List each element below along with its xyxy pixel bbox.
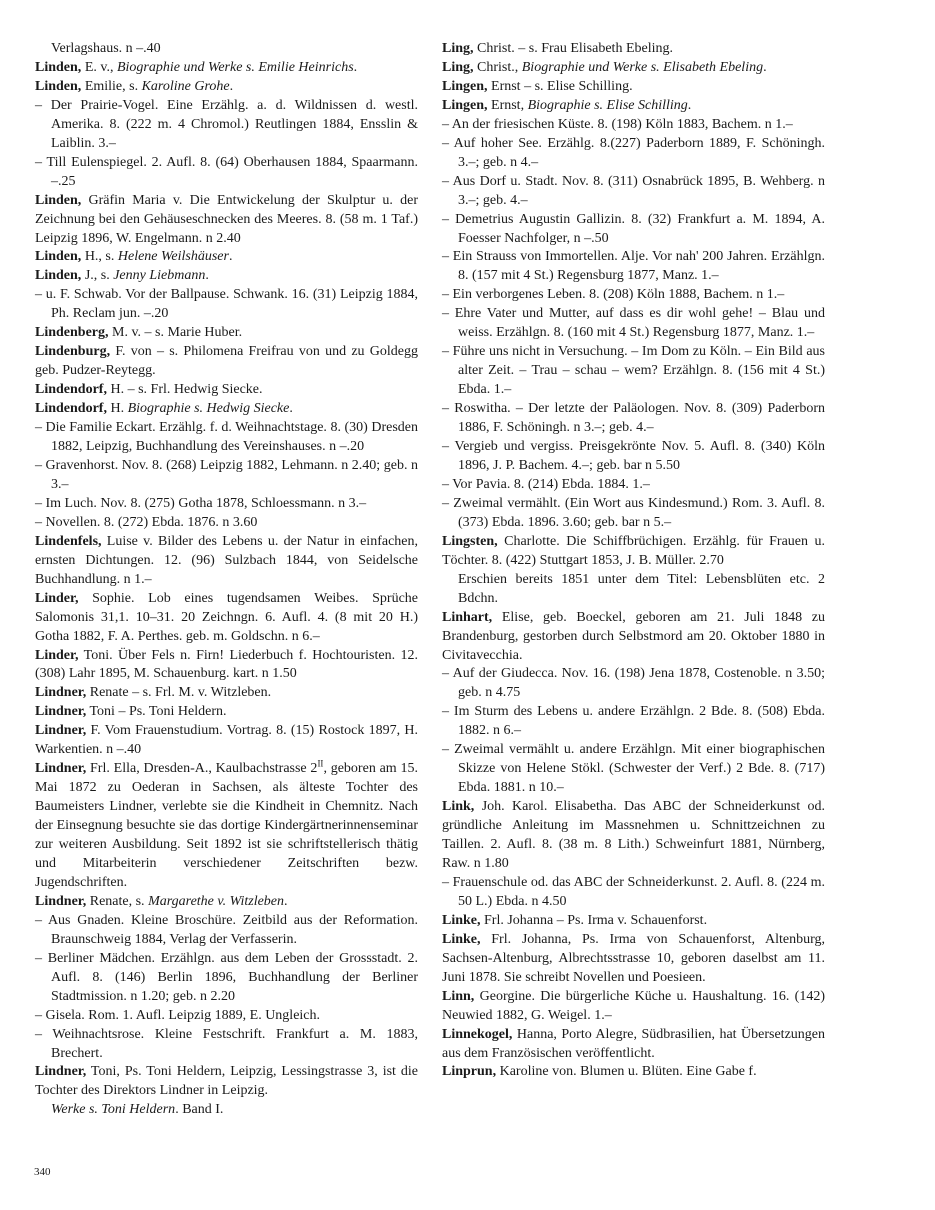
entry-name: Ling, xyxy=(442,59,474,75)
entry-name: Linke, xyxy=(442,931,481,947)
entry-text: Frl. Johanna, Ps. Irma von Schauenforst, Altenburg, Sachsen-Altenburg, Albrechtsstrasse 10, geboren daselbst am 11. Juni 1878. Sie schreibt Novellen und Poesieen. xyxy=(442,931,825,985)
entry-text: – Roswitha. – Der letzte der Paläologen. Nov. 8. (309) Paderborn 1886, F. Schöningh. n 3.–; geb. 4.– xyxy=(442,401,825,436)
sub-entry xyxy=(35,514,418,533)
entry-text: – Zweimal vermählt. (Ein Wort aus Kindesmund.) Rom. 3. Aufl. 8. (373) Ebda. 1896. 3.60; geb. bar n 5.– xyxy=(442,495,825,530)
sub-entry xyxy=(35,457,418,495)
entry-name: Lingen, xyxy=(442,78,488,94)
entry-name: Lindner, xyxy=(35,723,87,739)
index-entry xyxy=(442,609,825,666)
entry-italic: Karoline Grohe xyxy=(141,78,230,94)
entry-text: Elise, geb. Boeckel, geboren am 21. Juli 1848 zu Brandenburg, gestorben durch Selbstmord am 20. Oktober 1880 in Civitavecchia. xyxy=(442,609,825,663)
entry-text: Frl. Johanna – Ps. Irma v. Schauenforst. xyxy=(480,912,708,928)
entry-text: Ernst – s. Elise Schilling. xyxy=(487,78,633,94)
entry-text: Luise v. Bilder des Lebens u. der Natur in einfachen, ernsten Dichtungen. 12. (96) Sulzbach 1844, von Seidelsche Buchhandlung. n 1.– xyxy=(35,533,418,587)
entry-text: Hanna, Porto Alegre, Südbrasilien, hat Übersetzungen aus dem Französischen veröffentlicht. xyxy=(442,1026,825,1061)
entry-text: J., s. xyxy=(81,268,114,284)
entry-text: Joh. Karol. Elisabetha. Das ABC der Schneiderkunst od. gründliche Anleitung im Massnehmen u. Schnittzeichnen zu Taillen. 2. Aufl. 8. (38 m. 8 Lith.) Schweinfurt 1881, Nürnberg, Raw. n 1.80 xyxy=(442,799,825,871)
sub-entry xyxy=(35,950,418,1007)
sub-entry xyxy=(35,286,418,324)
right-column xyxy=(442,40,825,1082)
sub-entry xyxy=(442,173,825,211)
index-entry xyxy=(35,893,418,912)
index-entry xyxy=(35,59,418,78)
index-entry xyxy=(35,760,418,893)
entry-text-tail: . xyxy=(289,401,293,417)
sub-entry xyxy=(442,248,825,286)
index-entry xyxy=(442,1063,825,1082)
entry-text: Toni – Ps. Toni Heldern. xyxy=(86,704,227,720)
entry-text-tail: . xyxy=(229,78,234,94)
entry-text: – Demetrius Augustin Gallizin. 8. (32) Frankfurt a. M. 1894, A. Foesser Nachfolger, n –.50 xyxy=(442,211,825,246)
entry-text-tail: . xyxy=(284,893,288,909)
index-entry xyxy=(442,97,825,116)
entry-text: – Novellen. 8. (272) Ebda. 1876. n 3.60 xyxy=(35,514,258,530)
index-entry xyxy=(35,267,418,286)
entry-text: – Der Prairie-Vogel. Eine Erzählg. a. d. Wildnissen d. westl. Amerika. 8. (222 m. 4 Chromol.) Reutlingen 1884, Ensslin & Laiblin. 3.– xyxy=(35,97,418,151)
entry-text: – Gravenhorst. Nov. 8. (268) Leipzig 1882, Lehmann. n 2.40; geb. n 3.– xyxy=(35,457,418,492)
entry-note xyxy=(35,40,418,59)
entry-text: – Auf der Giudecca. Nov. 16. (198) Jena 1878, Costenoble. n 3.50; geb. n 4.75 xyxy=(442,666,825,701)
entry-text: – Im Luch. Nov. 8. (275) Gotha 1878, Schloessmann. n 3.– xyxy=(35,495,367,511)
index-entry xyxy=(442,988,825,1026)
entry-text: – Zweimal vermählt u. andere Erzählgn. Mit einer biographischen Skizze von Helene Stökl. (Schwester der Verf.) 2 Bde. 8. (717) Ebda. 1881. n 10.– xyxy=(442,742,825,796)
entry-text: M. v. – s. Marie Huber. xyxy=(108,325,243,341)
entry-name: Linke, xyxy=(442,912,481,928)
entry-text: E. v., xyxy=(81,59,117,75)
sub-entry xyxy=(442,874,825,912)
page-number: 340 xyxy=(34,1166,51,1178)
entry-italic: Helene Weilshäuser xyxy=(117,249,229,265)
index-entry xyxy=(442,78,825,97)
index-entry xyxy=(442,1026,825,1064)
index-entry xyxy=(35,192,418,249)
entry-text: – Aus Gnaden. Kleine Broschüre. Zeitbild aus der Reformation. Braunschweig 1884, Verlag der Verfasserin. xyxy=(35,912,418,947)
entry-name: Linn, xyxy=(442,988,475,1004)
entry-name: Lindner, xyxy=(35,685,87,701)
sub-entry xyxy=(35,1007,418,1026)
sub-entry xyxy=(442,211,825,249)
entry-text: Karoline von. Blumen u. Blüten. Eine Gabe f. xyxy=(496,1064,757,1080)
entry-name: Lindner, xyxy=(35,893,87,909)
entry-text: – Berliner Mädchen. Erzählgn. aus dem Leben der Grossstadt. 2. Aufl. 8. (146) Berlin 1896, Buchhandlung der Berliner Stadtmission. n 1.20; geb. n 2.20 xyxy=(35,950,418,1004)
entry-name: Linprun, xyxy=(442,1064,497,1080)
entry-name: Lindner, xyxy=(35,704,87,720)
entry-text: Christ. – s. Frau Elisabeth Ebeling. xyxy=(473,41,673,56)
entry-name: Lindendorf, xyxy=(35,382,107,398)
entry-text: – Till Eulenspiegel. 2. Aufl. 8. (64) Oberhausen 1884, Spaarmann. –.25 xyxy=(35,154,418,189)
entry-name: Linden, xyxy=(35,249,82,265)
entry-note xyxy=(442,571,825,609)
sub-entry xyxy=(35,419,418,457)
sub-entry xyxy=(442,116,825,135)
entry-text: – Im Sturm des Lebens u. andere Erzählgn. 2 Bde. 8. (508) Ebda. 1882. n 6.– xyxy=(442,704,825,739)
sub-entry xyxy=(35,495,418,514)
entry-text: Ernst, xyxy=(487,97,528,113)
entry-text: – Aus Dorf u. Stadt. Nov. 8. (311) Osnabrück 1895, B. Wehberg. n 3.–; geb. 4.– xyxy=(442,173,825,208)
entry-text-tail: . xyxy=(205,268,209,284)
sub-entry xyxy=(442,495,825,533)
entry-text-tail: . xyxy=(763,59,767,75)
entry-italic: Biographie und Werke s. Elisabeth Ebeling xyxy=(521,59,764,75)
entry-name: Linhart, xyxy=(442,609,493,625)
index-entry xyxy=(35,647,418,685)
entry-name: Lingsten, xyxy=(442,533,498,549)
entry-text: F. Vom Frauenstudium. Vortrag. 8. (15) Rostock 1897, H. Warkentien. n –.40 xyxy=(35,723,418,758)
sub-entry xyxy=(442,343,825,400)
entry-note xyxy=(35,1101,418,1120)
sub-entry xyxy=(442,286,825,305)
sub-entry xyxy=(442,741,825,798)
sub-entry xyxy=(442,438,825,476)
entry-text: – Gisela. Rom. 1. Aufl. Leipzig 1889, E. Ungleich. xyxy=(35,1007,321,1023)
entry-name: Linder, xyxy=(35,590,79,606)
entry-italic: Biographie s. Hedwig Siecke xyxy=(127,401,290,417)
entry-name: Link, xyxy=(442,799,475,815)
entry-text: Renate – s. Frl. M. v. Witzleben. xyxy=(86,685,272,701)
entry-name: Linden, xyxy=(35,78,82,94)
sub-entry xyxy=(442,703,825,741)
sub-entry xyxy=(35,912,418,950)
entry-name: Lindenfels, xyxy=(35,533,102,549)
index-entry xyxy=(35,722,418,760)
entry-name: Lindner, xyxy=(35,1064,87,1080)
entry-name: Linder, xyxy=(35,647,79,663)
index-entry xyxy=(35,343,418,381)
entry-text: Renate, s. xyxy=(86,893,149,909)
entry-text: Gräfin Maria v. Die Entwickelung der Skulptur u. der Zeichnung bei den Gehäuseschnecken des Meeres. 8. (58 m. 1 Taf.) Leipzig 1896, W. Engelmann. n 2.40 xyxy=(35,192,418,246)
entry-name: Linden, xyxy=(35,59,82,75)
entry-text: H., s. xyxy=(81,249,118,265)
entry-text: – Vergieb und vergiss. Preisgekrönte Nov. 5. Aufl. 8. (340) Köln 1896, J. P. Bachem. 4.–; geb. bar n 5.50 xyxy=(442,439,825,473)
entry-italic: Biographie s. Elise Schilling xyxy=(527,97,688,113)
entry-italic: Jenny Liebmann xyxy=(113,268,206,284)
index-entry xyxy=(35,324,418,343)
index-entry xyxy=(442,912,825,931)
entry-text: – Führe uns nicht in Versuchung. – Im Dom zu Köln. – Ein Bild aus alter Zeit. – Trau – schau – wem? Erzählgn. 8. (156 mit 4 St.) Ebda. 1.– xyxy=(442,344,825,398)
sub-entry xyxy=(35,154,418,192)
entry-text: – u. F. Schwab. Vor der Ballpause. Schwank. 16. (31) Leipzig 1884, Ph. Reclam jun. –.20 xyxy=(35,287,418,322)
entry-name: Linden, xyxy=(35,268,82,284)
entry-superscript: II xyxy=(317,758,324,769)
sub-entry xyxy=(442,476,825,495)
index-entry xyxy=(35,381,418,400)
entry-text: Christ., xyxy=(473,59,522,75)
entry-text: – Auf hoher See. Erzählg. 8.(227) Paderborn 1889, F. Schöningh. 3.–; geb. n 4.– xyxy=(442,135,825,170)
entry-text: Verlagshaus. n –.40 xyxy=(51,41,161,56)
entry-text: F. von – s. Philomena Freifrau von und zu Goldegg geb. Pudzer-Reytegg. xyxy=(35,344,418,379)
entry-name: Lindner, xyxy=(35,761,87,777)
entry-text: – Ein Strauss von Immortellen. Alje. Vor nah' 200 Jahren. Erzählgn. 8. (157 mit 4 St.) Regensburg 1877, Manz. 1.– xyxy=(442,249,825,284)
index-entry xyxy=(35,400,418,419)
entry-text-tail: . xyxy=(353,59,358,75)
entry-italic: Biographie und Werke s. Emilie Heinrichs xyxy=(116,59,354,75)
index-entry xyxy=(442,59,825,78)
index-entry xyxy=(35,1063,418,1101)
entry-text-tail: . xyxy=(228,249,233,265)
entry-name: Linnekogel, xyxy=(442,1026,513,1042)
entry-italic: Margarethe v. Witzleben xyxy=(148,893,285,909)
sub-entry xyxy=(35,97,418,154)
entry-text: – Ein verborgenes Leben. 8. (208) Köln 1888, Bachem. n 1.– xyxy=(442,287,785,303)
entry-text: – Vor Pavia. 8. (214) Ebda. 1884. 1.– xyxy=(442,476,650,492)
entry-text: – Frauenschule od. das ABC der Schneiderkunst. 2. Aufl. 8. (224 m. 50 L.) Ebda. n 4.50 xyxy=(442,874,825,909)
index-entry xyxy=(442,533,825,571)
sub-entry xyxy=(35,1026,418,1064)
entry-text: Toni, Ps. Toni Heldern, Leipzig, Lessingstrasse 3, ist die Tochter des Direktors Lindner in Leipzig. xyxy=(35,1064,418,1099)
index-entry xyxy=(442,931,825,988)
entry-text: – Die Familie Eckart. Erzählg. f. d. Weihnachtstage. 8. (30) Dresden 1882, Leipzig, Buchhandlung des Vereinshauses. n –.20 xyxy=(35,420,418,455)
entry-text: Georgine. Die bürgerliche Küche u. Haushaltung. 16. (142) Neuwied 1882, G. Weigel. 1.– xyxy=(442,988,825,1023)
entry-text: H. – s. Frl. Hedwig Siecke. xyxy=(106,382,263,398)
index-entry xyxy=(35,248,418,267)
index-entry xyxy=(35,533,418,590)
entry-name: Lindenburg, xyxy=(35,344,111,360)
sub-entry xyxy=(442,400,825,438)
entry-text: Erschien bereits 1851 unter dem Titel: Lebensblüten etc. 2 Bdchn. xyxy=(458,571,825,606)
entry-text: – Weihnachtsrose. Kleine Festschrift. Frankfurt a. M. 1883, Brechert. xyxy=(35,1026,418,1061)
left-column xyxy=(35,40,418,1120)
index-entry xyxy=(35,703,418,722)
entry-name: Lindenberg, xyxy=(35,325,109,341)
index-entry xyxy=(442,40,825,59)
entry-text: Charlotte. Die Schiffbrüchigen. Erzählg. für Frauen u. Töchter. 8. (422) Stuttgart 1853, J. B. Müller. 2.70 xyxy=(442,533,825,568)
entry-text: – An der friesischen Küste. 8. (198) Köln 1883, Bachem. n 1.– xyxy=(442,116,793,132)
entry-text: Emilie, s. xyxy=(81,78,142,94)
entry-text: Toni. Über Fels n. Firn! Liederbuch f. Hochtouristen. 12. (308) Lahr 1895, M. Schauenburg. kart. n 1.50 xyxy=(35,647,418,682)
entry-name: Linden, xyxy=(35,192,82,208)
sub-entry xyxy=(442,305,825,343)
entry-name: Lingen, xyxy=(442,97,488,113)
index-entry xyxy=(35,684,418,703)
sub-entry xyxy=(442,665,825,703)
entry-text-tail: , geboren am 15. Mai 1872 zu Oederan in Sachsen, als älteste Tochter des Baumeisters Lindner, verlebte sie die Kindheit in Chemnitz. Nach der Einsegnung besuchte sie das dortige Kindergärtnerinnenseminar zur weiteren Ausbildung. Seit 1892 ist sie schriftstellerisch thätig und Mitarbeiterin verschiedener Zeitschriften bezw. Jugendschriften. xyxy=(35,761,418,890)
index-entry xyxy=(35,78,418,97)
entry-text-tail: . Band I. xyxy=(175,1102,224,1118)
entry-name: Ling, xyxy=(442,41,474,56)
sub-entry xyxy=(442,135,825,173)
index-entry xyxy=(442,798,825,874)
entry-text: Sophie. Lob eines tugendsamen Weibes. Sprüche Salomonis 31,1. 10–31. 20 Zeichngn. 6. Aufl. 4. (8 mit 20 H.) Gotha 1882, F. A. Perthes. geb. m. Goldschn. n 6.– xyxy=(35,590,418,644)
entry-text: – Ehre Vater und Mutter, auf dass es dir wohl gehe! – Blau und weiss. Erzählgn. 8. (160 mit 4 St.) Regensburg 1877, Manz. 1.– xyxy=(442,306,825,341)
entry-text: Frl. Ella, Dresden-A., Kaulbachstrasse 2 xyxy=(86,761,318,777)
entry-text-tail: . xyxy=(687,97,692,113)
entry-italic: Werke s. Toni Heldern xyxy=(51,1102,176,1118)
entry-name: Lindendorf, xyxy=(35,401,107,417)
entry-text: H. xyxy=(106,401,128,417)
index-entry xyxy=(35,590,418,647)
